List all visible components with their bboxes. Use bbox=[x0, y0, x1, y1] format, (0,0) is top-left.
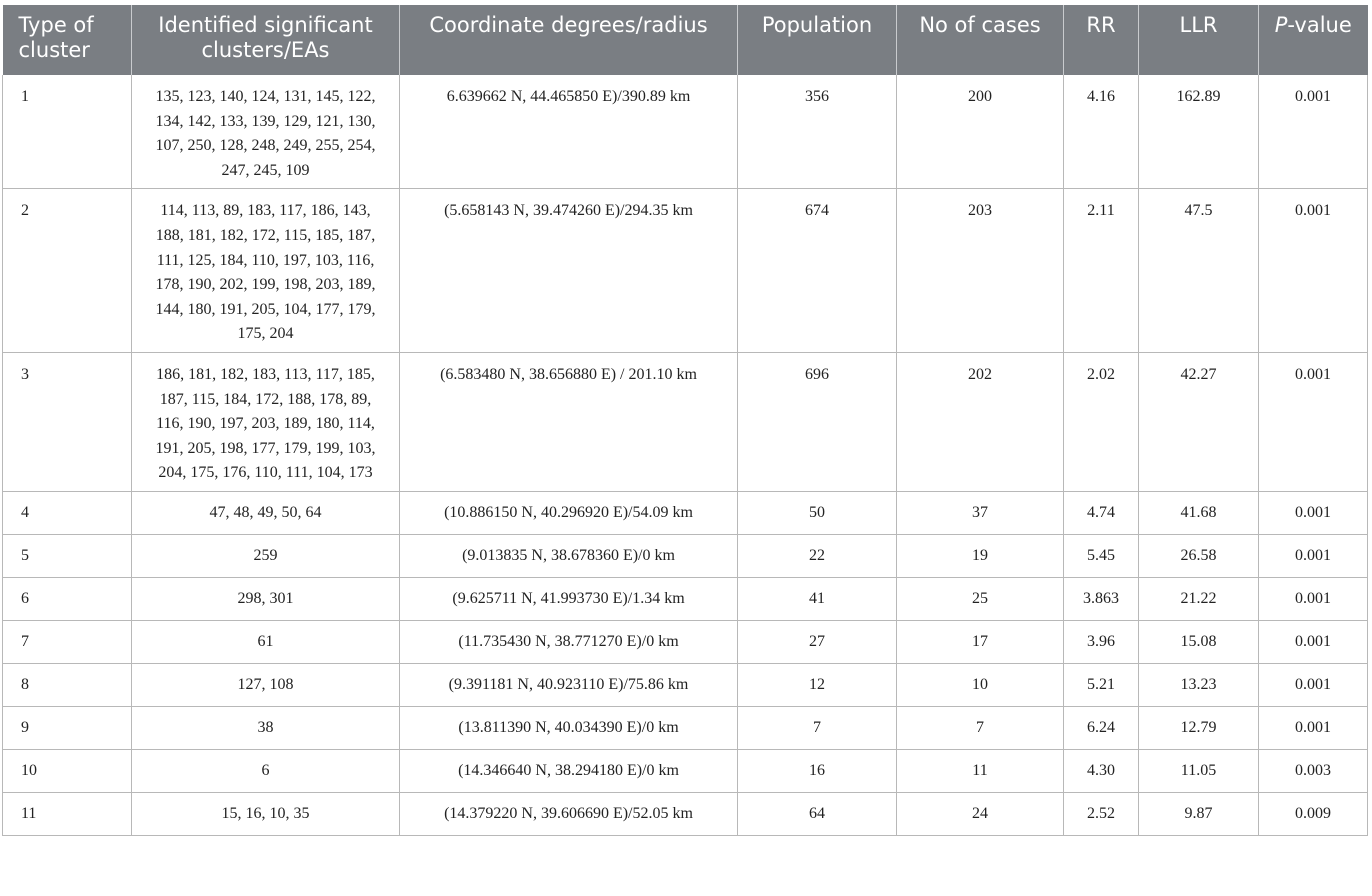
cell-coord: (11.735430 N, 38.771270 E)/0 km bbox=[400, 620, 738, 663]
table-row bbox=[3, 534, 1368, 577]
table-row bbox=[3, 706, 1368, 749]
table-row bbox=[3, 352, 1368, 491]
cell-rr: 6.24 bbox=[1064, 706, 1139, 749]
cell-rr: 2.52 bbox=[1064, 792, 1139, 835]
cell-p-value: 0.001 bbox=[1259, 352, 1368, 491]
cell-coord: (6.583480 N, 38.656880 E) / 201.10 km bbox=[400, 352, 738, 491]
cell-eas: 15, 16, 10, 35 bbox=[132, 792, 400, 835]
cell-cases: 10 bbox=[897, 663, 1064, 706]
cell-p-value: 0.001 bbox=[1259, 620, 1368, 663]
header-type-of-cluster: Type of cluster bbox=[3, 5, 132, 75]
cell-llr: 162.89 bbox=[1139, 75, 1259, 189]
cell-eas: 47, 48, 49, 50, 64 bbox=[132, 491, 400, 534]
table-row bbox=[3, 749, 1368, 792]
cell-cases: 11 bbox=[897, 749, 1064, 792]
cell-rr: 4.16 bbox=[1064, 75, 1139, 189]
cell-type: 11 bbox=[3, 792, 132, 835]
cell-eas: 61 bbox=[132, 620, 400, 663]
cell-population: 27 bbox=[738, 620, 897, 663]
table-row bbox=[3, 577, 1368, 620]
cell-population: 41 bbox=[738, 577, 897, 620]
cell-coord: (13.811390 N, 40.034390 E)/0 km bbox=[400, 706, 738, 749]
cell-rr: 3.96 bbox=[1064, 620, 1139, 663]
cell-cases: 202 bbox=[897, 352, 1064, 491]
cell-cases: 203 bbox=[897, 189, 1064, 353]
cell-p-value: 0.001 bbox=[1259, 534, 1368, 577]
table-row bbox=[3, 792, 1368, 835]
header-rr: RR bbox=[1064, 5, 1139, 75]
cell-type: 4 bbox=[3, 491, 132, 534]
cell-type: 1 bbox=[3, 75, 132, 189]
cell-p-value: 0.001 bbox=[1259, 491, 1368, 534]
table-row bbox=[3, 663, 1368, 706]
cell-cases: 19 bbox=[897, 534, 1064, 577]
cell-rr: 3.863 bbox=[1064, 577, 1139, 620]
cell-type: 8 bbox=[3, 663, 132, 706]
cell-eas: 127, 108 bbox=[132, 663, 400, 706]
cell-coord: (9.391181 N, 40.923110 E)/75.86 km bbox=[400, 663, 738, 706]
cell-llr: 47.5 bbox=[1139, 189, 1259, 353]
cell-llr: 21.22 bbox=[1139, 577, 1259, 620]
table-row bbox=[3, 491, 1368, 534]
header-identified-clusters: Identified significant clusters/EAs bbox=[132, 5, 400, 75]
cell-type: 10 bbox=[3, 749, 132, 792]
cell-coord: (14.346640 N, 38.294180 E)/0 km bbox=[400, 749, 738, 792]
cell-type: 5 bbox=[3, 534, 132, 577]
cell-cases: 7 bbox=[897, 706, 1064, 749]
cell-population: 356 bbox=[738, 75, 897, 189]
cell-llr: 13.23 bbox=[1139, 663, 1259, 706]
table-row bbox=[3, 189, 1368, 353]
cell-type: 7 bbox=[3, 620, 132, 663]
cell-eas: 6 bbox=[132, 749, 400, 792]
cell-llr: 42.27 bbox=[1139, 352, 1259, 491]
table-header bbox=[3, 5, 1368, 75]
cell-p-value: 0.001 bbox=[1259, 663, 1368, 706]
table-body bbox=[3, 75, 1368, 835]
cell-rr: 4.30 bbox=[1064, 749, 1139, 792]
cell-llr: 15.08 bbox=[1139, 620, 1259, 663]
header-p-rest: -value bbox=[1287, 13, 1352, 37]
table-row bbox=[3, 75, 1368, 189]
cell-population: 22 bbox=[738, 534, 897, 577]
cell-eas: 298, 301 bbox=[132, 577, 400, 620]
cell-eas: 38 bbox=[132, 706, 400, 749]
cell-population: 696 bbox=[738, 352, 897, 491]
cell-cases: 24 bbox=[897, 792, 1064, 835]
cell-p-value: 0.001 bbox=[1259, 75, 1368, 189]
cell-rr: 2.11 bbox=[1064, 189, 1139, 353]
cell-p-value: 0.001 bbox=[1259, 577, 1368, 620]
cell-eas: 186, 181, 182, 183, 113, 117, 185, 187, 115, 184, 172, 188, 178, 89, 116, 190, 197, 203, 189, 180, 114, 191, 205, 198, 177, 179, 199, 103, 204, 175, 176, 110, 111, 104, 173 bbox=[132, 352, 400, 491]
cell-coord: 6.639662 N, 44.465850 E)/390.89 km bbox=[400, 75, 738, 189]
cell-cases: 200 bbox=[897, 75, 1064, 189]
cluster-table bbox=[2, 5, 1368, 836]
cell-rr: 4.74 bbox=[1064, 491, 1139, 534]
header-p-italic: P bbox=[1274, 13, 1288, 37]
cell-coord: (14.379220 N, 39.606690 E)/52.05 km bbox=[400, 792, 738, 835]
cell-llr: 41.68 bbox=[1139, 491, 1259, 534]
cell-coord: (5.658143 N, 39.474260 E)/294.35 km bbox=[400, 189, 738, 353]
cell-type: 3 bbox=[3, 352, 132, 491]
cell-p-value: 0.001 bbox=[1259, 706, 1368, 749]
cell-coord: (9.625711 N, 41.993730 E)/1.34 km bbox=[400, 577, 738, 620]
cell-eas: 259 bbox=[132, 534, 400, 577]
cell-eas: 114, 113, 89, 183, 117, 186, 143, 188, 181, 182, 172, 115, 185, 187, 111, 125, 184, 110, 197, 103, 116, 178, 190, 202, 199, 198, 203, 189, 144, 180, 191, 205, 104, 177, 179, 175, 204 bbox=[132, 189, 400, 353]
cell-coord: (10.886150 N, 40.296920 E)/54.09 km bbox=[400, 491, 738, 534]
header-population: Population bbox=[738, 5, 897, 75]
cell-p-value: 0.001 bbox=[1259, 189, 1368, 353]
cell-cases: 25 bbox=[897, 577, 1064, 620]
cell-population: 16 bbox=[738, 749, 897, 792]
header-row bbox=[3, 5, 1368, 75]
cell-population: 64 bbox=[738, 792, 897, 835]
table-row bbox=[3, 620, 1368, 663]
header-llr: LLR bbox=[1139, 5, 1259, 75]
cell-type: 6 bbox=[3, 577, 132, 620]
cell-rr: 5.21 bbox=[1064, 663, 1139, 706]
cell-llr: 26.58 bbox=[1139, 534, 1259, 577]
cell-cases: 17 bbox=[897, 620, 1064, 663]
cell-coord: (9.013835 N, 38.678360 E)/0 km bbox=[400, 534, 738, 577]
header-p-value bbox=[1259, 5, 1368, 75]
header-coordinate: Coordinate degrees/radius bbox=[400, 5, 738, 75]
cell-cases: 37 bbox=[897, 491, 1064, 534]
cell-rr: 5.45 bbox=[1064, 534, 1139, 577]
cell-llr: 12.79 bbox=[1139, 706, 1259, 749]
cell-p-value: 0.003 bbox=[1259, 749, 1368, 792]
cell-rr: 2.02 bbox=[1064, 352, 1139, 491]
cell-p-value: 0.009 bbox=[1259, 792, 1368, 835]
cell-population: 12 bbox=[738, 663, 897, 706]
cell-llr: 11.05 bbox=[1139, 749, 1259, 792]
cell-population: 674 bbox=[738, 189, 897, 353]
cell-type: 9 bbox=[3, 706, 132, 749]
cell-eas: 135, 123, 140, 124, 131, 145, 122, 134, 142, 133, 139, 129, 121, 130, 107, 250, 128, 248, 249, 255, 254, 247, 245, 109 bbox=[132, 75, 400, 189]
cell-population: 50 bbox=[738, 491, 897, 534]
header-no-of-cases: No of cases bbox=[897, 5, 1064, 75]
cell-llr: 9.87 bbox=[1139, 792, 1259, 835]
cell-type: 2 bbox=[3, 189, 132, 353]
cell-population: 7 bbox=[738, 706, 897, 749]
